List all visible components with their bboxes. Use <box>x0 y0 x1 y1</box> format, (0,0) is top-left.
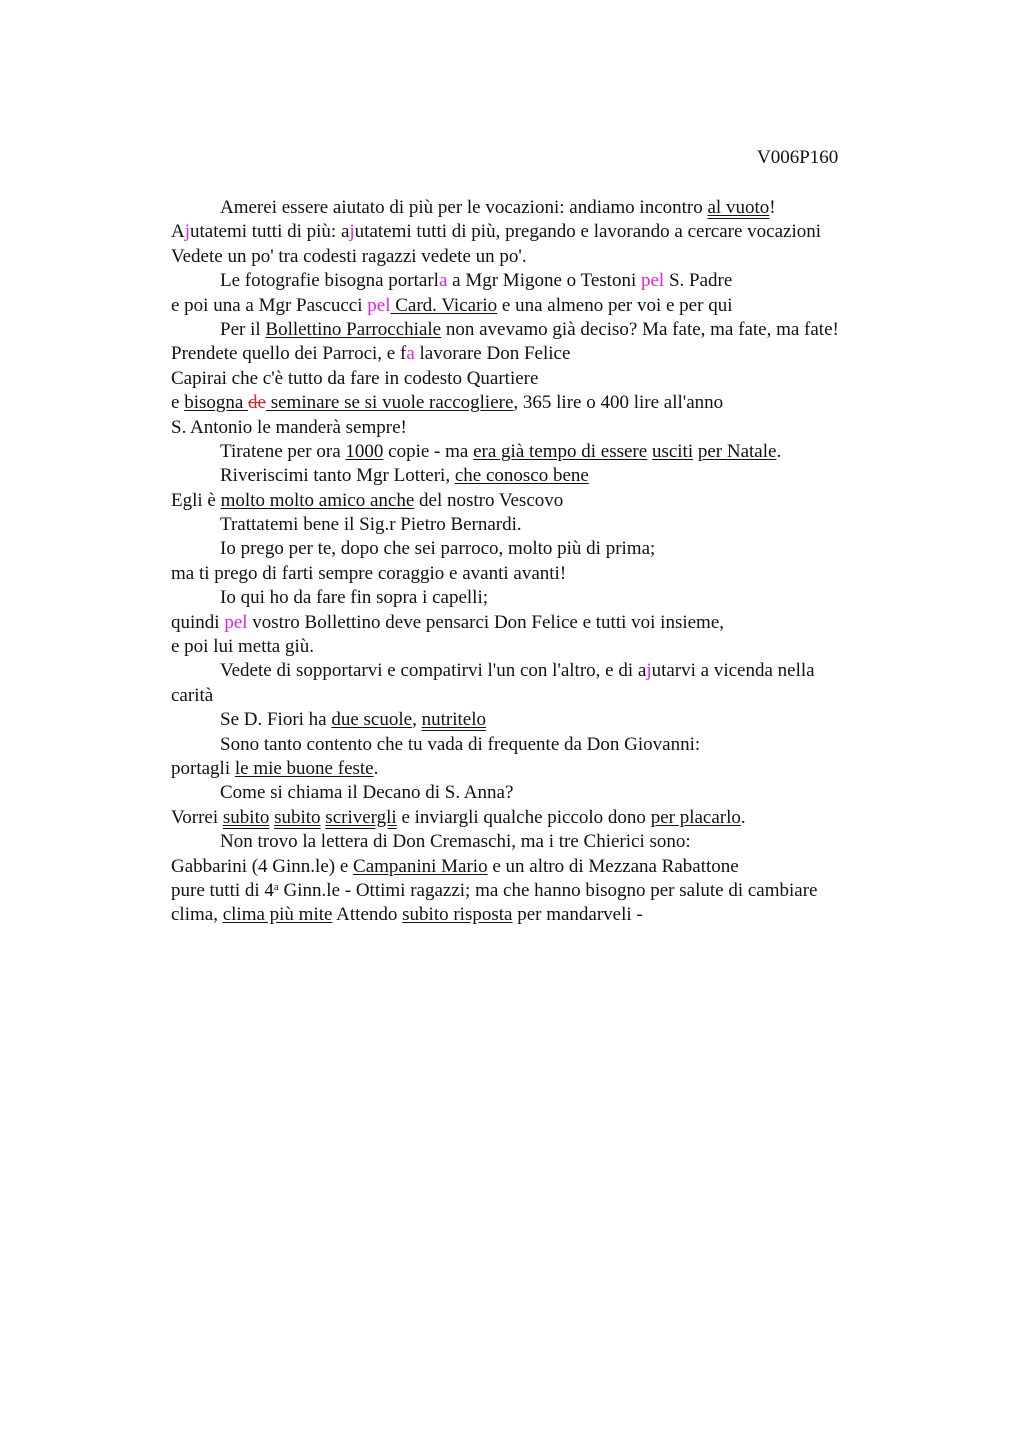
text-run: carità <box>171 684 214 706</box>
text-run: Tiratene per ora <box>220 440 346 462</box>
underlined-text: per placarlo <box>650 806 741 828</box>
text-run: , <box>412 709 422 731</box>
text-run: e un altro di Mezzana Rabattone <box>487 855 739 877</box>
text-line <box>171 684 911 708</box>
text-run: Per il <box>220 318 266 340</box>
text-run: non avevamo già deciso? Ma fate, ma fate, ma fate! <box>441 318 839 340</box>
text-run: utatemi tutti di più, pregando e lavorando a cercare vocazioni <box>354 221 822 243</box>
text-run: vostro Bollettino deve pensarci Don Felice e tutti voi insieme, <box>247 611 725 633</box>
underlined-text: subito risposta <box>402 904 513 926</box>
text-run: ma ti prego di farti sempre coraggio e avanti avanti! <box>171 562 567 584</box>
text-line <box>171 903 911 927</box>
text-run: del nostro Vescovo <box>414 489 564 511</box>
text-run: utarvi a vicenda nella <box>651 660 815 682</box>
text-line <box>171 757 911 781</box>
text-run: . <box>776 440 782 462</box>
magenta-correction: pel <box>640 270 665 292</box>
text-line <box>171 562 911 586</box>
text-run: ! <box>769 197 776 218</box>
underlined-text: per Natale <box>697 440 777 462</box>
text-run: e poi una a Mgr Pascucci <box>171 294 368 316</box>
text-line <box>171 635 911 659</box>
text-run: A <box>171 221 185 243</box>
text-line <box>171 220 911 244</box>
superscript: a <box>273 880 279 893</box>
text-line <box>171 196 911 220</box>
text-line <box>171 342 911 366</box>
magenta-correction: j <box>646 660 652 682</box>
text-run: e una almeno per voi e per qui <box>497 294 733 316</box>
text-run: Riveriscimi tanto Mgr Lotteri, <box>220 465 455 487</box>
text-run: Amerei essere aiutato di più per le vocazioni: andiamo incontro <box>220 197 708 218</box>
underlined-text: Campanini Mario <box>353 855 488 877</box>
text-line <box>171 708 911 732</box>
double-underlined-text: nutritelo <box>421 709 486 731</box>
text-line <box>171 733 911 757</box>
text-line <box>171 513 911 537</box>
text-line <box>171 879 911 903</box>
underlined-text: usciti <box>651 440 694 462</box>
text-line <box>171 806 911 830</box>
double-underlined-text: subito <box>274 806 321 828</box>
magenta-correction: a <box>438 270 448 292</box>
text-run: S. Antonio le manderà sempre! <box>171 416 407 438</box>
underlined-text: due scuole <box>331 709 413 731</box>
text-run: Prendete quello dei Parroci, e f <box>171 343 407 365</box>
underlined-text: le mie buone feste <box>234 757 374 779</box>
text-line <box>171 830 911 854</box>
text-run: Egli è <box>171 489 221 511</box>
text-run: Le fotografie bisogna portarl <box>220 270 439 292</box>
text-run: copie - ma <box>383 440 474 462</box>
text-run: per mandarveli - <box>512 904 643 926</box>
text-run: Trattatemi bene il Sig.r Pietro Bernardi. <box>220 514 522 536</box>
magenta-correction: pel <box>367 294 391 316</box>
text-run: Ginn.le - Ottimi ragazzi; ma che hanno bisogno per salute di cambiare <box>278 879 818 901</box>
text-run: portagli <box>171 757 235 779</box>
magenta-correction: j <box>184 221 191 243</box>
text-run: Vorrei <box>171 806 223 828</box>
text-run: Io prego per te, dopo che sei parroco, molto più di prima; <box>220 538 656 560</box>
text-line <box>171 269 911 293</box>
magenta-correction: a <box>406 343 415 365</box>
text-run: . <box>740 806 746 828</box>
page-identifier: V006P160 <box>757 147 839 168</box>
underlined-text: Card. Vicario <box>390 294 498 316</box>
magenta-correction: pel <box>224 611 248 633</box>
text-run: clima, <box>171 904 223 926</box>
double-underlined-text: al vuoto <box>707 197 770 218</box>
text-line <box>171 659 911 683</box>
text-run: quindi <box>171 611 225 633</box>
text-line <box>171 367 911 391</box>
text-run: . <box>373 757 379 779</box>
text-run: Capirai che c'è tutto da fare in codesto Quartiere <box>171 367 539 389</box>
underlined-text: seminare se si vuole raccogliere <box>265 392 514 414</box>
text-run: utatemi tutti di più: a <box>190 221 350 243</box>
struck-text: de <box>248 392 266 414</box>
double-underlined-text: scrivergli <box>325 806 397 828</box>
text-line <box>171 391 911 415</box>
text-run: , 365 lire o 400 lire all'anno <box>513 392 724 414</box>
text-line <box>171 294 911 318</box>
text-run: e inviargli qualche piccolo dono <box>396 806 651 828</box>
text-run: lavorare Don Felice <box>414 343 571 365</box>
double-underlined-text: subito <box>222 806 270 828</box>
text-run: S. Padre <box>664 270 733 292</box>
text-line <box>171 318 911 342</box>
text-run: a Mgr Migone o Testoni <box>447 270 641 292</box>
text-line <box>171 416 911 440</box>
text-run: e poi lui metta giù. <box>171 636 315 658</box>
underlined-text: era già tempo di essere <box>473 440 648 462</box>
text-line <box>171 586 911 610</box>
text-run: e <box>171 392 185 414</box>
text-run: Io qui ho da fare fin sopra i capelli; <box>220 587 489 609</box>
text-run: pure tutti di 4 <box>171 879 274 901</box>
text-run: Vedete di sopportarvi e compatirvi l'un con l'altro, e di a <box>220 660 647 682</box>
text-run: Attendo <box>332 904 403 926</box>
text-line <box>171 855 911 879</box>
text-run: Gabbarini (4 Ginn.le) e <box>171 855 354 877</box>
text-run: Sono tanto contento che tu vada di frequente da Don Giovanni: <box>220 733 701 755</box>
text-line <box>171 464 911 488</box>
text-line <box>171 489 911 513</box>
text-run: Se D. Fiori ha <box>220 709 332 731</box>
underlined-text: Bollettino Parrocchiale <box>265 318 442 340</box>
text-run: Come si chiama il Decano di S. Anna? <box>220 782 514 804</box>
text-line <box>171 781 911 805</box>
underlined-text: che conosco bene <box>454 465 589 487</box>
underlined-text: bisogna <box>184 392 244 414</box>
text-line <box>171 245 911 269</box>
underlined-text: 1000 <box>345 440 384 462</box>
magenta-correction: j <box>349 221 355 243</box>
underlined-text: clima più mite <box>222 904 333 926</box>
letter-body <box>171 196 911 928</box>
underlined-text: molto molto amico anche <box>220 489 415 511</box>
text-line <box>171 611 911 635</box>
text-line <box>171 537 911 561</box>
text-run: Vedete un po' tra codesti ragazzi vedete un po'. <box>171 245 527 267</box>
text-line <box>171 440 911 464</box>
text-run: Non trovo la lettera di Don Cremaschi, ma i tre Chierici sono: <box>220 831 691 853</box>
